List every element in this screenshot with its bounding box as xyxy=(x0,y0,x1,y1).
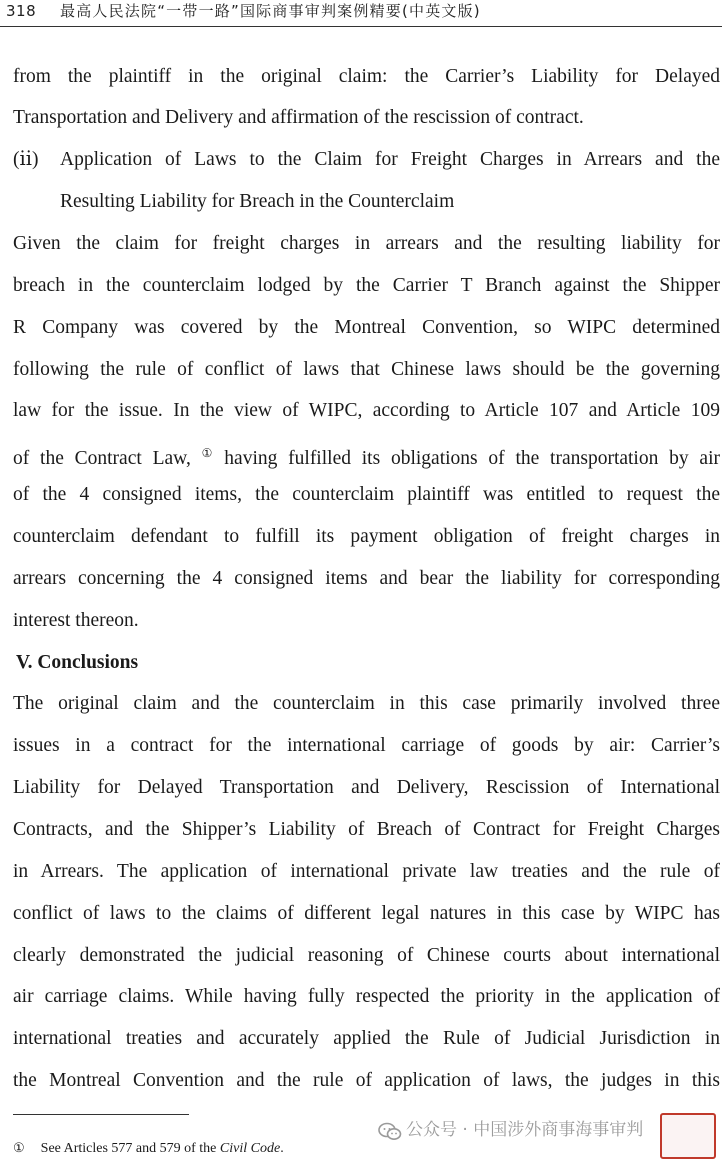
text-fragment: having fulfilled its obligations of the transportation by air xyxy=(224,448,720,469)
running-title: 最高人民法院“一带一路”国际商事审判案例精要(中英文版) xyxy=(60,2,481,20)
page-header xyxy=(0,0,722,27)
section-heading: V. Conclusions xyxy=(16,652,139,673)
text-line: issues in a contract for the international carriage of goods by air: Carrier’s xyxy=(13,735,720,756)
text-line: of the 4 consigned items, the counterclaim plaintiff was entitled to request the xyxy=(13,484,720,505)
text-line: breach in the counterclaim lodged by the Carrier T Branch against the Shipper xyxy=(13,275,720,296)
footnote-text: . xyxy=(280,1141,284,1156)
footnote-marker: ① xyxy=(13,1140,25,1155)
text-line xyxy=(13,440,720,469)
seal-icon xyxy=(660,1113,716,1159)
subheading-line: Resulting Liability for Breach in the Counterclaim xyxy=(60,191,455,212)
text-line: international treaties and accurately applied the Rule of Judicial Jurisdiction in xyxy=(13,1028,720,1049)
text-line: Given the claim for freight charges in arrears and the resulting liability for xyxy=(13,233,720,254)
text-line: counterclaim defendant to fulfill its payment obligation of freight charges in xyxy=(13,526,720,547)
text-line: law for the issue. In the view of WIPC, according to Article 107 and Article 109 xyxy=(13,400,720,421)
text-line: The original claim and the counterclaim in this case primarily involved three xyxy=(13,693,720,714)
footnote-reference[interactable]: ① xyxy=(201,446,219,460)
text-line: from the plaintiff in the original claim: the Carrier’s Liability for Delayed xyxy=(13,66,720,87)
footnote xyxy=(13,1139,284,1158)
text-line: the Montreal Convention and the rule of application of laws, the judges in this xyxy=(13,1070,720,1091)
text-line: Contracts, and the Shipper’s Liability of Breach of Contract for Freight Charges xyxy=(13,819,720,840)
text-line: following the rule of conflict of laws that Chinese laws should be the governing xyxy=(13,359,720,380)
footnote-italic-text: Civil Code xyxy=(219,1141,281,1156)
text-line: Transportation and Delivery and affirmation of the rescission of contract. xyxy=(13,107,584,128)
footnote-text: See Articles 577 and 579 of the xyxy=(40,1141,217,1156)
text-line: interest thereon. xyxy=(13,610,139,631)
footnote-rule xyxy=(13,1114,189,1115)
text-line: R Company was covered by the Montreal Convention, so WIPC determined xyxy=(13,317,720,338)
page-number: 318 xyxy=(6,2,37,20)
wechat-icon xyxy=(378,1120,402,1140)
text-fragment: of the Contract Law, xyxy=(13,448,191,469)
text-line: clearly demonstrated the judicial reasoning of Chinese courts about international xyxy=(13,945,720,966)
subheading-line: Application of Laws to the Claim for Freight Charges in Arrears and the xyxy=(60,149,720,170)
text-line: in Arrears. The application of international private law treaties and the rule of xyxy=(13,861,720,882)
subheading-marker: (ⅱ) xyxy=(13,149,39,170)
text-line: arrears concerning the 4 consigned items and bear the liability for corresponding xyxy=(13,568,720,589)
text-line: air carriage claims. While having fully respected the priority in the application of xyxy=(13,986,720,1007)
header-rule xyxy=(0,26,722,27)
text-line: conflict of laws to the claims of different legal natures in this case by WIPC has xyxy=(13,903,720,924)
watermark-text: 公众号 · 中国涉外商事海事审判 xyxy=(406,1120,644,1140)
text-line: Liability for Delayed Transportation and Delivery, Rescission of International xyxy=(13,777,720,798)
